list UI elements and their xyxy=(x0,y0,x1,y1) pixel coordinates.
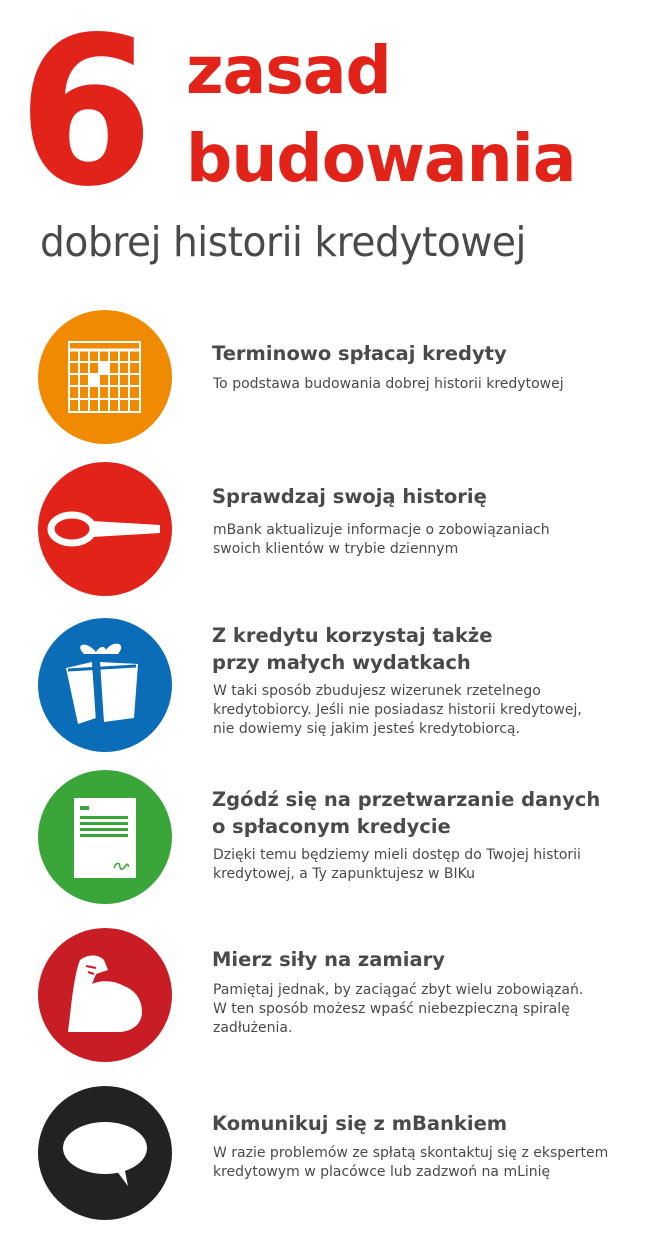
calendar-icon xyxy=(38,310,172,444)
title-number: 6 xyxy=(18,0,148,232)
rule-description: To podstawa budowania dobrej historii kredytowej xyxy=(213,376,564,392)
rule-heading: Zgódź się na przetwarzanie danych o spłaconym kredycie xyxy=(212,788,601,838)
document-icon xyxy=(38,770,172,904)
magnifier-icon xyxy=(38,462,172,596)
rule-description: W razie problemów ze spłatą skontaktuj się z ekspertem kredytowym w placówce lub zadzwoń na mLinię xyxy=(213,1145,609,1180)
title-subtitle: dobrej historii kredytowej xyxy=(40,218,526,266)
rule-description: mBank aktualizuje informacje o zobowiązaniach swoich klientów w trybie dziennym xyxy=(213,522,550,557)
title-line-1: zasad xyxy=(186,32,391,109)
rule-heading: Z kredytu korzystaj także przy małych wydatkach xyxy=(212,624,493,674)
gift-icon xyxy=(38,618,172,752)
rule-heading: Mierz siły na zamiary xyxy=(212,948,445,971)
rule-description: Pamiętaj jednak, by zaciągać zbyt wielu zobowiązań. W ten sposób możesz wpaść niebezpieczną spiralę zadłużenia. xyxy=(213,982,584,1036)
arm-icon xyxy=(38,928,172,1062)
rule-heading: Komunikuj się z mBankiem xyxy=(212,1112,508,1135)
speech-bubble-icon xyxy=(38,1086,172,1220)
rule-heading: Sprawdzaj swoją historię xyxy=(212,485,487,508)
rule-heading: Terminowo spłacaj kredyty xyxy=(212,342,507,365)
rule-description: Dzięki temu będziemy mieli dostęp do Twojej historii kredytowej, a Ty zapunktujesz w BIKu xyxy=(213,847,581,882)
rule-description: W taki sposób zbudujesz wizerunek rzetelnego kredytobiorcy. Jeśli nie posiadasz historii kredytowej, nie dowiemy się jakim jesteś kredytobiorcą. xyxy=(213,683,582,737)
title-line-2: budowania xyxy=(186,120,576,197)
